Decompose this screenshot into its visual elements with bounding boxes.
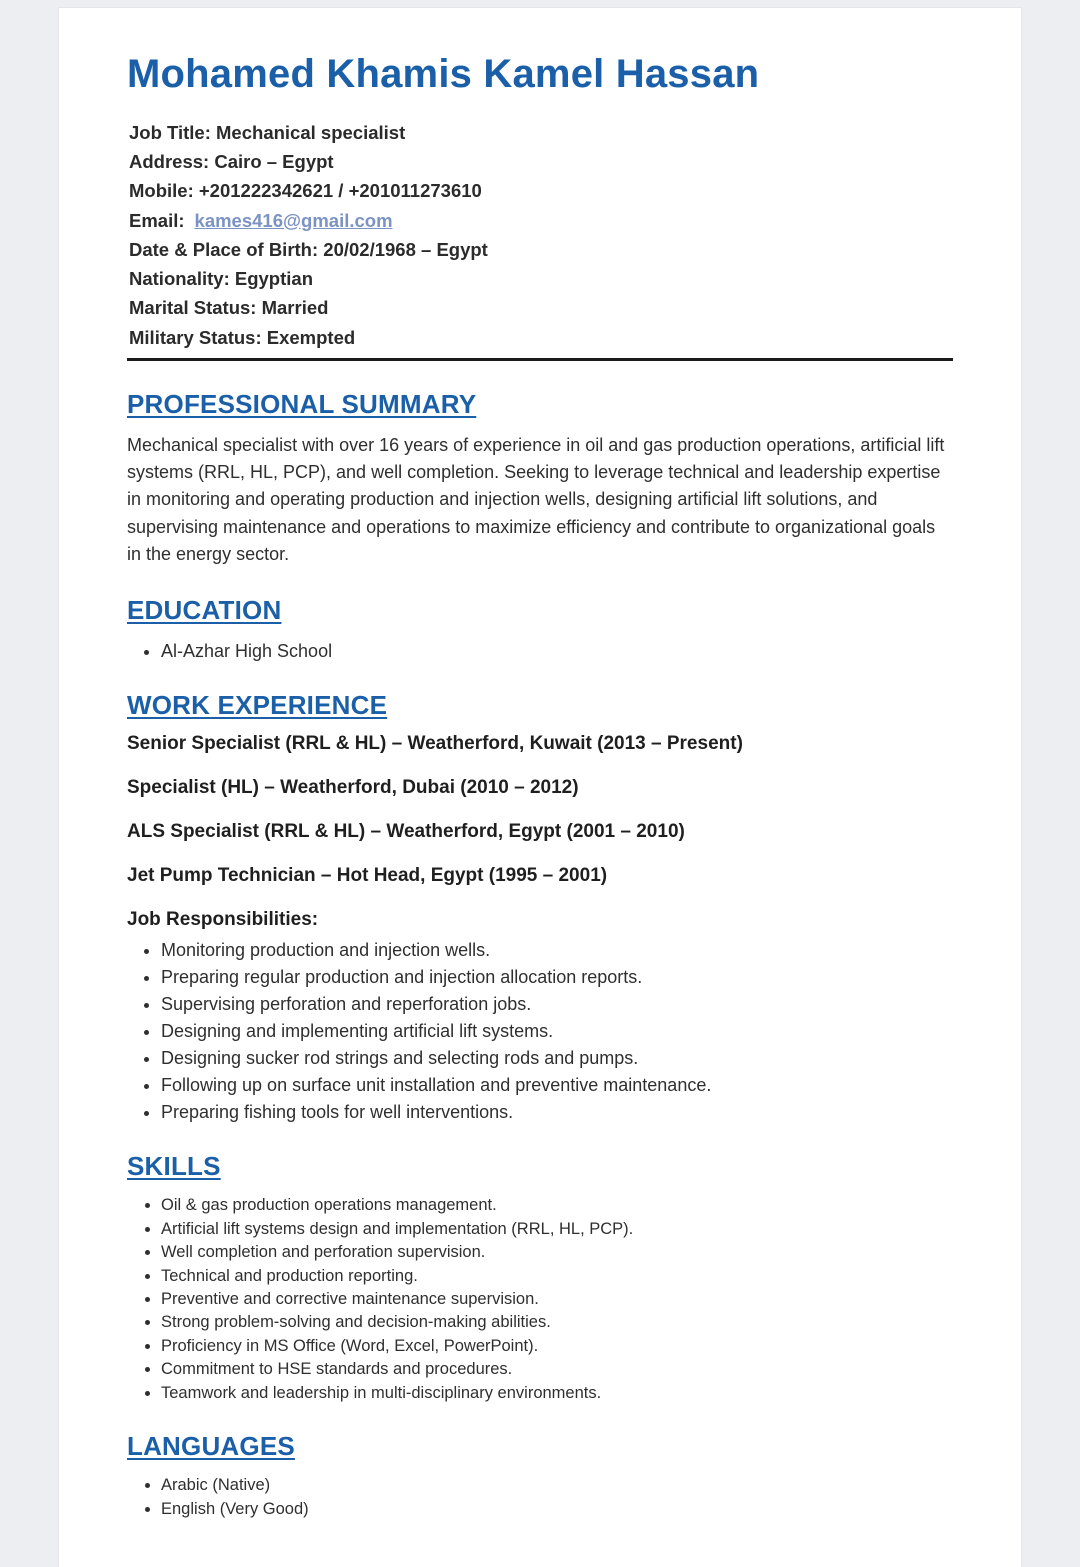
section-title-work-experience: WORK EXPERIENCE [127, 689, 388, 720]
contact-nationality: Nationality: Egyptian [129, 268, 313, 290]
page-title: Mohamed Khamis Kamel Hassan [127, 52, 760, 96]
summary-text: Mechanical specialist with over 16 years of experience in oil and gas production operations, artificial lift systems (RRL, HL, PCP), and well completion. Seeking to leverage technical and leadership expertise in monitoring and operating production and injection wells, designing artificial lift solutions, and supervising maintenance and operations to maximize efficiency and contribute to organizational goals in the energy sector. [127, 434, 945, 565]
section-title-summary: PROFESSIONAL SUMMARY [127, 388, 477, 419]
section-title-languages: LANGUAGES [127, 1431, 295, 1462]
work-job-entry: Specialist (HL) – Weatherford, Dubai (2010 – 2012) [127, 776, 579, 798]
resume-page [59, 8, 1021, 1567]
skills-list [127, 1194, 953, 1405]
contact-block [127, 118, 953, 361]
contact-email-row [127, 206, 953, 235]
work-job-entry: ALS Specialist (RRL & HL) – Weatherford, Egypt (2001 – 2010) [127, 820, 685, 842]
contact-marital-status: Marital Status: Married [129, 297, 329, 319]
list-item: • Designing and implementing artificial lift systems. [161, 1018, 953, 1044]
work-job-entry: Jet Pump Technician – Hot Head, Egypt (1995 – 2001) [127, 864, 608, 886]
list-item: • Commitment to HSE standards and procedures. [161, 1358, 953, 1381]
work-job-entry: Senior Specialist (RRL & HL) – Weatherford, Kuwait (2013 – Present) [127, 732, 743, 754]
contact-mobile: Mobile: +201222342621 / +201011273610 [129, 180, 482, 202]
list-item: • Technical and production reporting. [161, 1265, 953, 1288]
contact-job-title: Job Title: Mechanical specialist [129, 122, 406, 143]
languages-list [127, 1474, 953, 1521]
contact-address: Address: Cairo – Egypt [129, 151, 334, 173]
list-item: • Oil & gas production operations management. [161, 1194, 953, 1217]
job-responsibilities-list [127, 937, 953, 1126]
list-item: • Teamwork and leadership in multi-disciplinary environments. [161, 1382, 953, 1405]
list-item: • Artificial lift systems design and implementation (RRL, HL, PCP). [161, 1218, 953, 1241]
list-item: • Preventive and corrective maintenance supervision. [161, 1288, 953, 1311]
list-item: • Preparing regular production and injection allocation reports. [161, 964, 953, 990]
section-title-education: EDUCATION [127, 594, 282, 625]
list-item: • Well completion and perforation supervision. [161, 1241, 953, 1264]
email-link[interactable]: kames416@gmail.com [194, 209, 393, 231]
list-item: • Following up on surface unit installation and preventive maintenance. [161, 1072, 953, 1098]
list-item: • Designing sucker rod strings and selecting rods and pumps. [161, 1045, 953, 1071]
contact-birth: Date & Place of Birth: 20/02/1968 – Egypt [129, 238, 488, 260]
list-item: • English (Very Good) [161, 1498, 953, 1521]
contact-military-status: Military Status: Exempted [129, 326, 356, 348]
list-item: • Supervising perforation and reperforation jobs. [161, 991, 953, 1017]
list-item: • Arabic (Native) [161, 1474, 953, 1497]
list-item: • Proficiency in MS Office (Word, Excel, PowerPoint). [161, 1335, 953, 1358]
list-item: • Preparing fishing tools for well interventions. [161, 1099, 953, 1125]
education-list [127, 638, 953, 664]
list-item: • Al-Azhar High School [161, 638, 953, 664]
list-item: • Monitoring production and injection wells. [161, 937, 953, 963]
contact-email-label: Email: [129, 209, 185, 231]
section-title-skills: SKILLS [127, 1151, 221, 1182]
list-item: • Strong problem-solving and decision-making abilities. [161, 1311, 953, 1334]
job-responsibilities-title: Job Responsibilities: [127, 908, 319, 930]
